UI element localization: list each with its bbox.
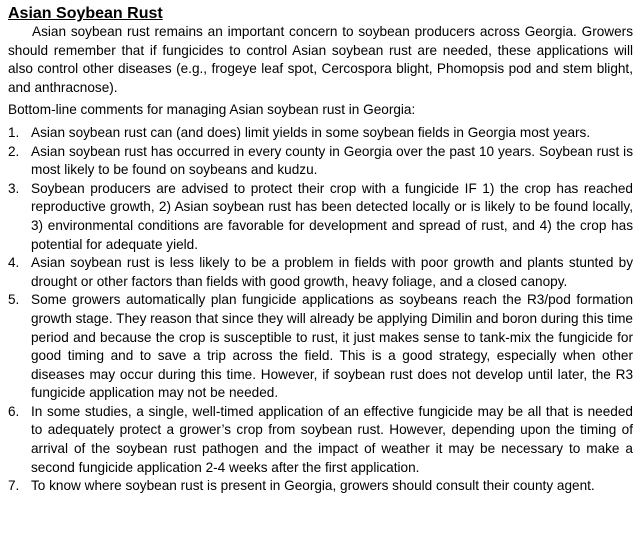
intro-paragraph: Asian soybean rust remains an important concern to soybean producers across Georgia. Growers should remember that if fungicides to control Asian soybean rust are needed, these applications will also control other diseases (e.g., frogeye leaf spot, Cercospora blight, Phomopsis pod and stem blight, and anthracnose). <box>8 24 633 95</box>
list-item-number: 1. <box>8 124 20 140</box>
list-item-text: Asian soybean rust can (and does) limit yields in some soybean fields in Georgia most years. <box>31 124 591 140</box>
list-item-text: Soybean producers are advised to protect their crop with a fungicide IF 1) the crop has reached reproductive growth, 2) Asian soybean rust has been detected locally or is likely to be found locally, 3) environmental conditions are favorable for development and spread of rust, and 4) the crop has potential for adequate yield. <box>31 180 633 252</box>
list-item-number: 7. <box>8 478 20 494</box>
list-item-number: 2. <box>8 143 20 159</box>
list-item-number: 4. <box>8 255 20 271</box>
list-item <box>8 477 633 496</box>
list-item-text: In some studies, a single, well-timed application of an effective fungicide may be all that is needed to adequately protect a grower’s crop from soybean rust. However, depending upon the timing of arrival of the soybean rust pathogen and the impact of weather it may be necessary to make a second fungicide application 2-4 weeks after the first application. <box>31 403 633 475</box>
list-item-number: 3. <box>8 180 20 196</box>
list-item <box>8 180 633 254</box>
list-item-text: Asian soybean rust is less likely to be a problem in fields with poor growth and plants stunted by drought or other factors than fields with good growth, heavy foliage, and a closed canopy. <box>31 255 633 289</box>
list-item <box>8 403 633 477</box>
list-item <box>8 291 633 403</box>
list-item-number: 5. <box>8 292 20 308</box>
list-item-text: To know where soybean rust is present in Georgia, growers should consult their county agent. <box>31 478 595 494</box>
list-item-number: 6. <box>8 403 20 419</box>
list-item-text: Some growers automatically plan fungicide applications as soybeans reach the R3/pod formation growth stage. They reason that since they will already be applying Dimilin and boron during this time period and because the crop is susceptible to rust, it just makes sense to tank-mix the fungicide for good timing and to save a trip across the field. This is a good strategy, especially when other diseases may occur during this time. However, if soybean rust does not develop until later, the R3 fungicide application may not be needed. <box>31 292 633 401</box>
list-item-text: Asian soybean rust has occurred in every county in Georgia over the past 10 years. Soybean rust is most likely to be found on soybeans and kudzu. <box>31 143 633 178</box>
list-item <box>8 254 633 291</box>
list-item <box>8 143 633 180</box>
list-item <box>8 124 633 143</box>
lead-sentence: Bottom-line comments for managing Asian soybean rust in Georgia: <box>8 102 416 118</box>
document-title: Asian Soybean Rust <box>8 5 163 22</box>
recommendation-list <box>8 124 633 496</box>
